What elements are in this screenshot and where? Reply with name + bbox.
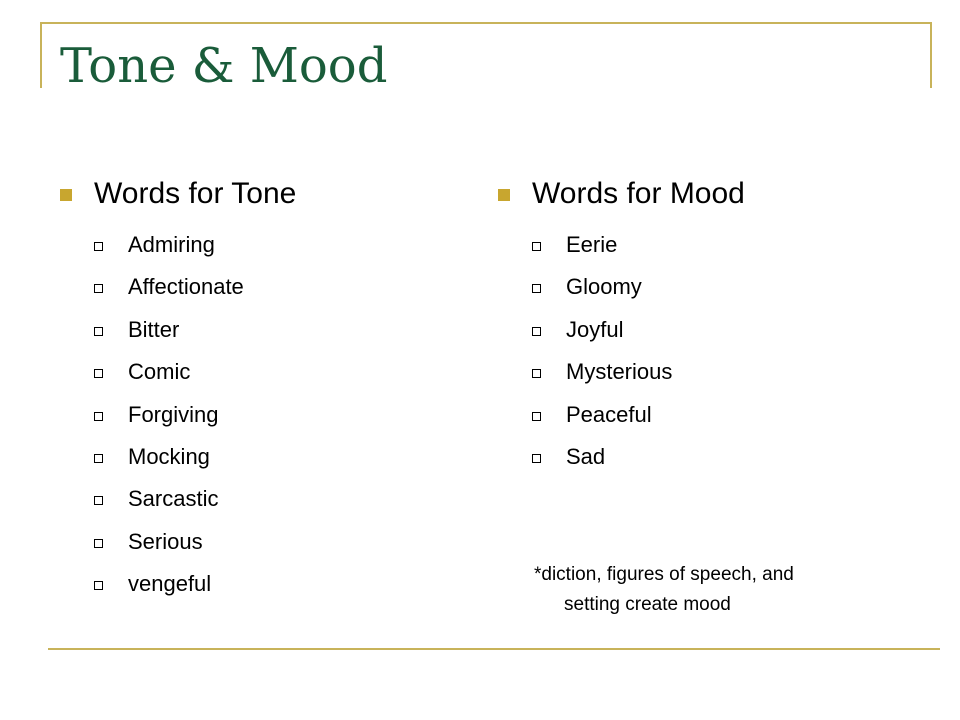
list-item [94, 224, 460, 266]
frame-top-line [40, 22, 932, 24]
mood-heading [498, 172, 898, 216]
hollow-square-bullet-icon [94, 284, 103, 293]
hollow-square-bullet-icon [94, 454, 103, 463]
tone-item-text: Sarcastic [128, 486, 219, 512]
tone-column [60, 172, 460, 606]
list-item [94, 394, 460, 436]
tone-item-text: Affectionate [128, 274, 244, 300]
tone-item-text: Forgiving [128, 401, 219, 427]
list-item [532, 224, 898, 266]
mood-footnote [534, 560, 894, 620]
tone-item-text: Serious [128, 528, 203, 554]
hollow-square-bullet-icon [94, 327, 103, 336]
hollow-square-bullet-icon [94, 539, 103, 548]
mood-list [498, 224, 898, 478]
tone-list [60, 224, 460, 606]
slide-title: Tone & Mood [60, 38, 388, 94]
list-item [94, 309, 460, 351]
mood-column [498, 172, 898, 478]
hollow-square-bullet-icon [94, 496, 103, 505]
tone-item-text: Admiring [128, 232, 215, 257]
footnote-line-2: setting create mood [564, 594, 731, 615]
mood-item-text: Mysterious [566, 359, 673, 385]
list-item [94, 478, 460, 520]
hollow-square-bullet-icon [94, 412, 103, 421]
footnote-line-1: *diction, figures of speech, and [534, 564, 794, 585]
list-item [94, 351, 460, 393]
hollow-square-bullet-icon [532, 327, 541, 336]
mood-item-text: Joyful [566, 316, 624, 342]
mood-item-text: Eerie [566, 232, 618, 257]
mood-item-text: Gloomy [566, 274, 642, 300]
mood-item-text: Peaceful [566, 401, 652, 427]
hollow-square-bullet-icon [94, 242, 103, 251]
square-bullet-icon [498, 189, 510, 201]
list-item [532, 266, 898, 308]
hollow-square-bullet-icon [94, 581, 103, 590]
list-item [532, 351, 898, 393]
tone-heading-text: Words for Tone [94, 177, 297, 210]
tone-heading [60, 172, 460, 216]
hollow-square-bullet-icon [532, 242, 541, 251]
mood-item-text: Sad [566, 444, 606, 470]
hollow-square-bullet-icon [532, 284, 541, 293]
tone-item-text: Mocking [128, 444, 210, 470]
list-item [94, 563, 460, 605]
mood-heading-text: Words for Mood [532, 177, 745, 210]
list-item [532, 309, 898, 351]
hollow-square-bullet-icon [532, 369, 541, 378]
frame-right-line [930, 22, 932, 88]
hollow-square-bullet-icon [532, 454, 541, 463]
frame-bottom-line [48, 648, 940, 650]
list-item [532, 394, 898, 436]
tone-item-text: Comic [128, 359, 191, 385]
hollow-square-bullet-icon [532, 412, 541, 421]
list-item [94, 521, 460, 563]
list-item [94, 266, 460, 308]
list-item [532, 436, 898, 478]
tone-item-text: vengeful [128, 571, 212, 597]
square-bullet-icon [60, 189, 72, 201]
tone-item-text: Bitter [128, 316, 180, 342]
hollow-square-bullet-icon [94, 369, 103, 378]
frame-left-line [40, 22, 42, 88]
list-item [94, 436, 460, 478]
